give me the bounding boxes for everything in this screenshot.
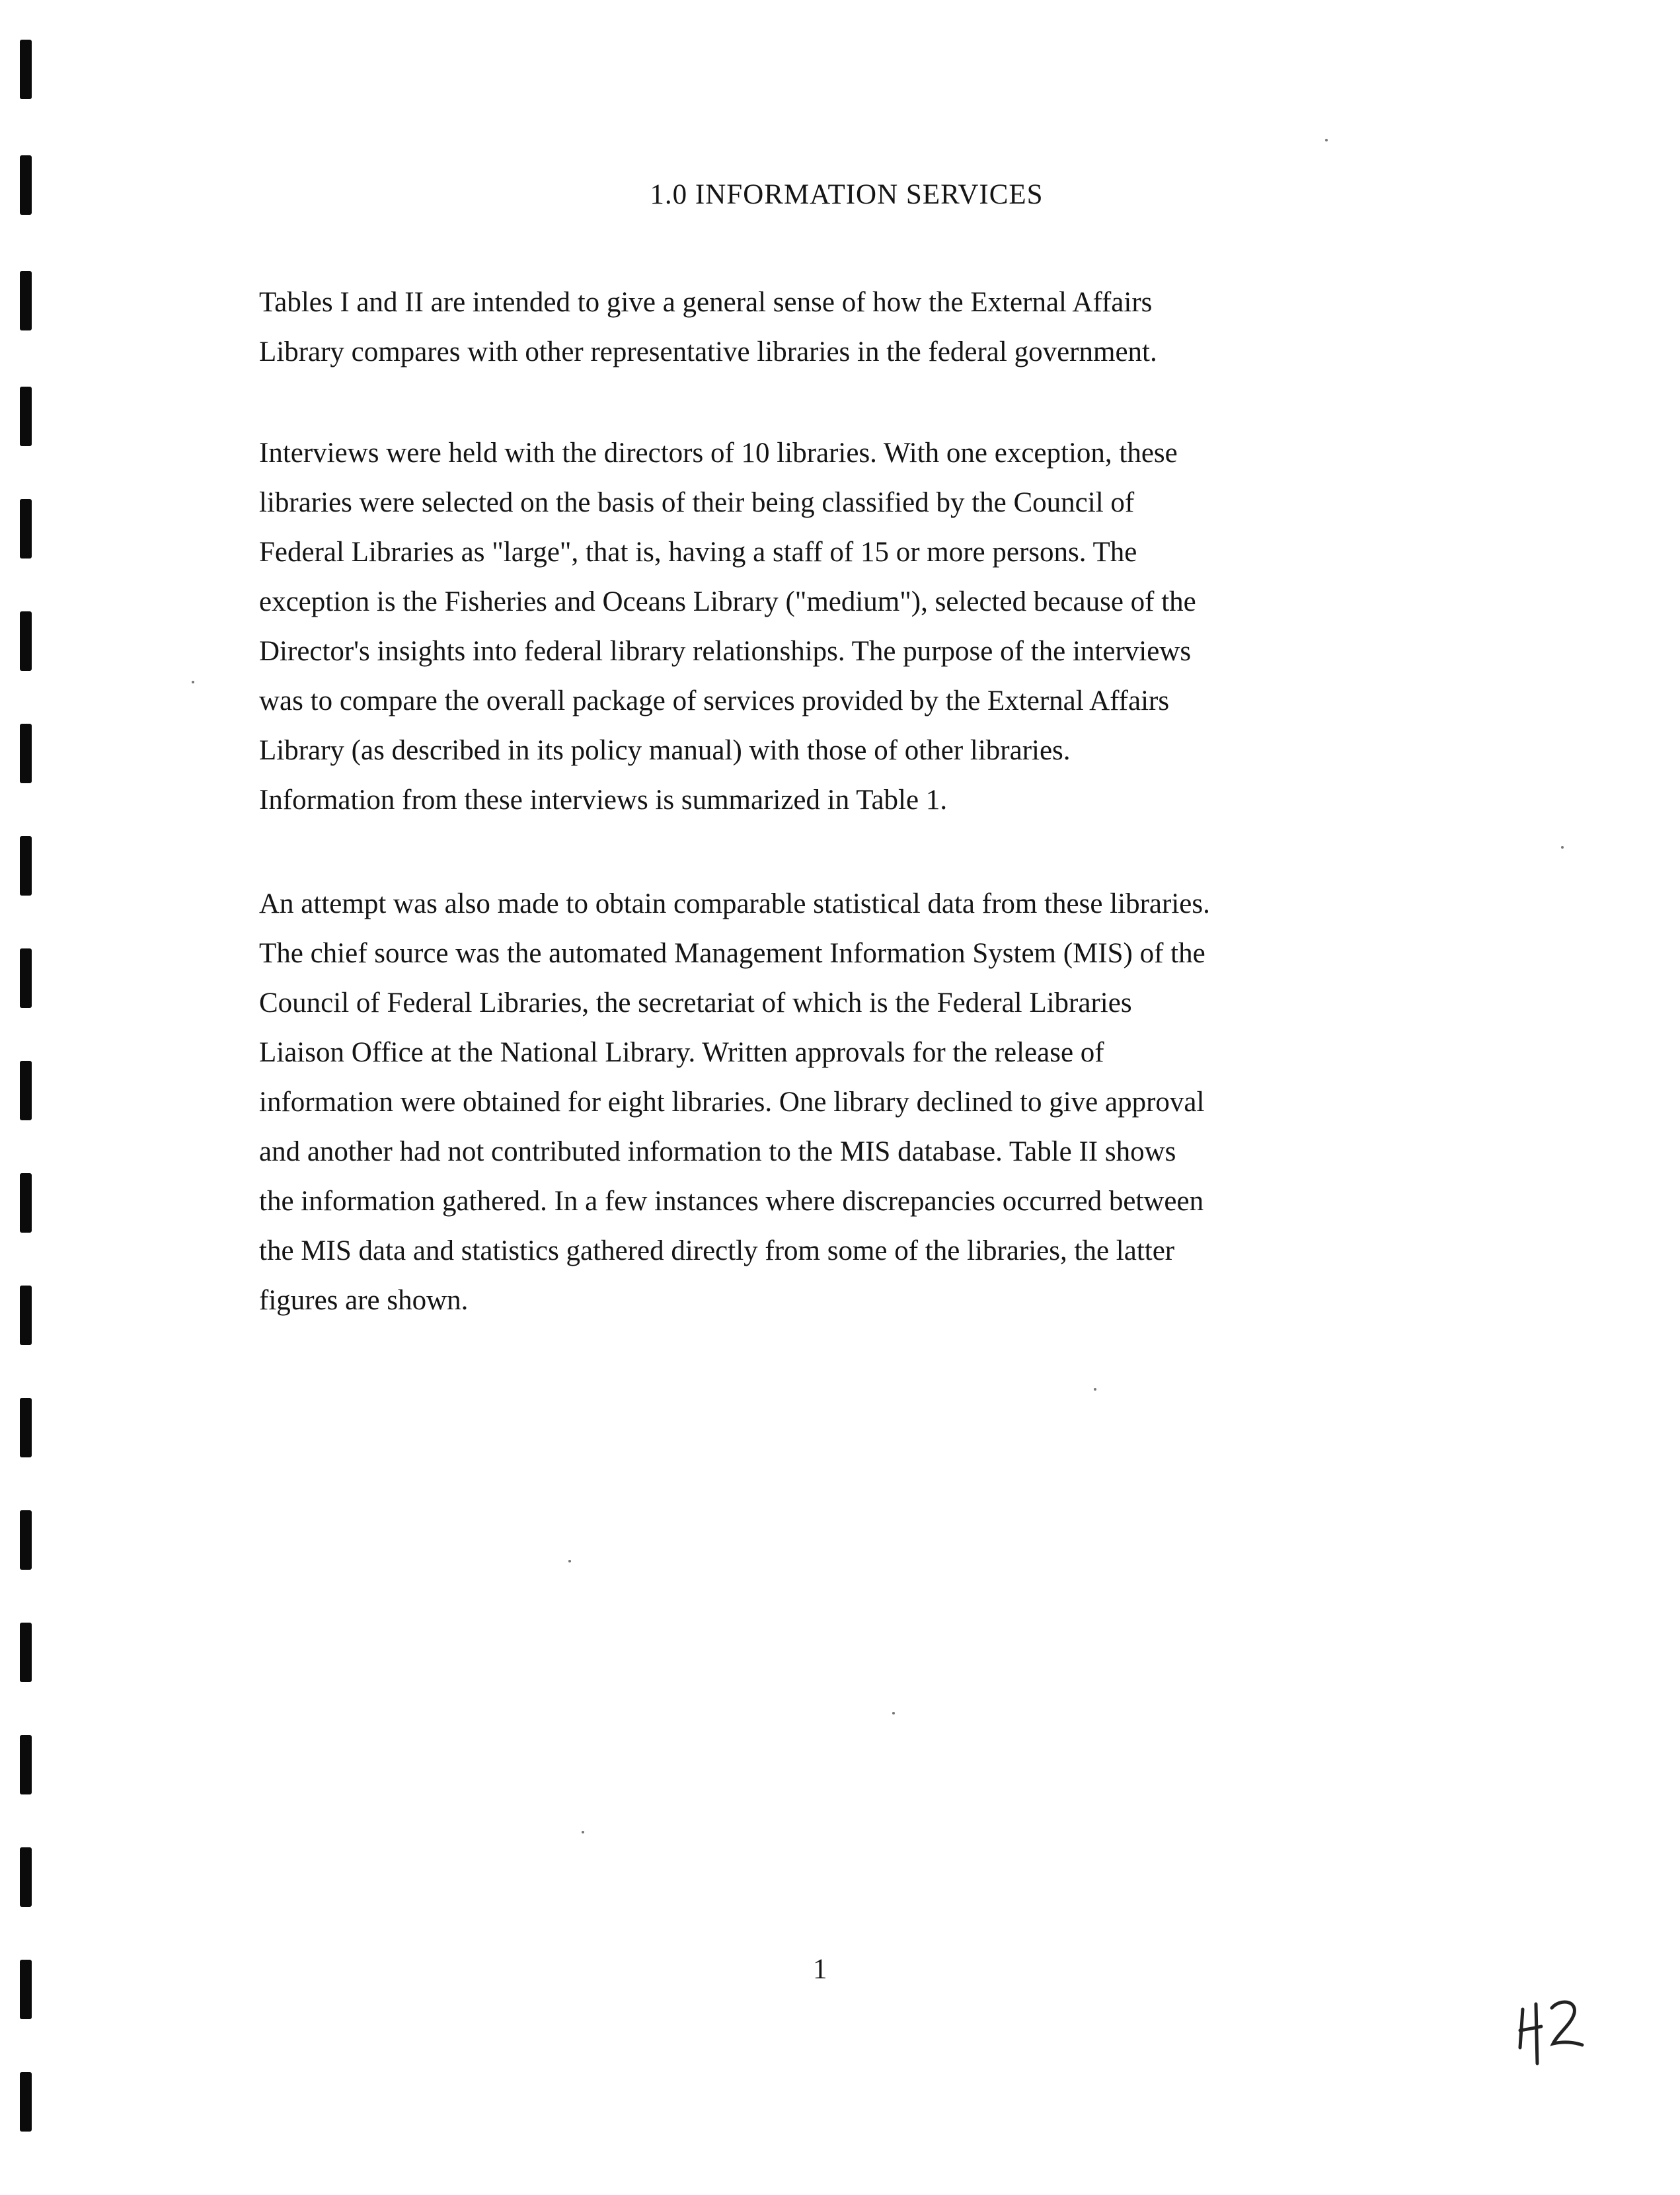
binding-hole	[20, 499, 32, 558]
scan-speck	[1325, 139, 1328, 141]
binding-hole	[20, 2072, 32, 2132]
handwritten-page-annotation	[1513, 1989, 1599, 2069]
binding-hole	[20, 1286, 32, 1345]
text-line: information were obtained for eight libraries. One library declined to give approval	[259, 1087, 1205, 1118]
text-line: The chief source was the automated Management Information System (MIS) of the	[259, 938, 1205, 969]
text-line: libraries were selected on the basis of their being classified by the Council of	[259, 487, 1135, 518]
text-line: Library compares with other representative libraries in the federal government.	[259, 336, 1157, 367]
page-number: 1	[813, 1954, 827, 1985]
scan-speck	[192, 681, 194, 683]
text-line: exception is the Fisheries and Oceans Library ("medium"), selected because of the	[259, 586, 1196, 617]
binding-hole	[20, 1735, 32, 1794]
binding-hole	[20, 948, 32, 1008]
scan-speck	[1561, 846, 1564, 849]
binding-hole	[20, 836, 32, 896]
text-line: Library (as described in its policy manual) with those of other libraries.	[259, 735, 1071, 766]
text-line: was to compare the overall package of services provided by the External Affairs	[259, 685, 1170, 716]
text-line: Council of Federal Libraries, the secretariat of which is the Federal Libraries	[259, 987, 1132, 1019]
scan-speck	[892, 1712, 895, 1714]
binding-hole	[20, 1398, 32, 1457]
binding-hole	[20, 1847, 32, 1907]
paragraph-intro	[259, 278, 1396, 377]
binding-hole	[20, 1960, 32, 2019]
binding-hole	[20, 1623, 32, 1682]
text-line: the information gathered. In a few instances where discrepancies occurred between	[259, 1186, 1204, 1217]
binding-holes-strip	[0, 0, 53, 2195]
scan-speck	[568, 1560, 571, 1562]
scan-speck	[1094, 1388, 1096, 1391]
binding-hole	[20, 1510, 32, 1570]
paragraph-statistics	[259, 879, 1396, 1325]
text-line: the MIS data and statistics gathered directly from some of the libraries, the latter	[259, 1235, 1175, 1266]
text-line: and another had not contributed information to the MIS database. Table II shows	[259, 1136, 1176, 1167]
binding-hole	[20, 387, 32, 446]
binding-hole	[20, 611, 32, 671]
text-line: Tables I and II are intended to give a general sense of how the External Affairs	[259, 287, 1153, 318]
binding-hole	[20, 724, 32, 783]
binding-hole	[20, 40, 32, 99]
text-line: Federal Libraries as "large", that is, having a staff of 15 or more persons. The	[259, 537, 1137, 568]
text-line: Information from these interviews is summarized in Table 1.	[259, 785, 948, 816]
text-line: An attempt was also made to obtain comparable statistical data from these libraries.	[259, 888, 1210, 919]
text-line: Liaison Office at the National Library. Written approvals for the release of	[259, 1037, 1104, 1068]
binding-hole	[20, 1061, 32, 1120]
binding-hole	[20, 1173, 32, 1233]
binding-hole	[20, 271, 32, 330]
paragraph-interviews	[259, 428, 1396, 825]
text-line: figures are shown.	[259, 1285, 469, 1316]
section-heading: 1.0 INFORMATION SERVICES	[650, 179, 1044, 210]
scan-speck	[582, 1831, 584, 1833]
text-line: Director's insights into federal library relationships. The purpose of the interviews	[259, 636, 1192, 667]
text-line: Interviews were held with the directors of 10 libraries. With one exception, these	[259, 438, 1178, 469]
